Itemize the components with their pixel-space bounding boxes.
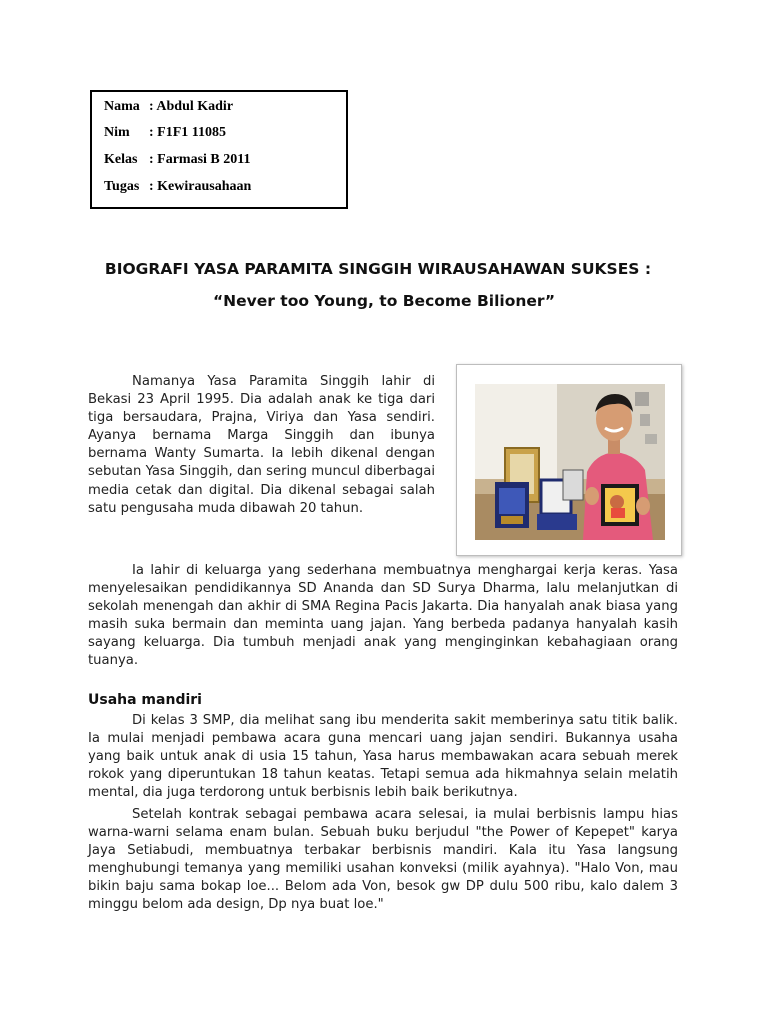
identity-key: Tugas (104, 179, 140, 194)
identity-value: : Farmasi B 2011 (149, 152, 251, 167)
portrait-photo-frame (456, 364, 682, 556)
identity-row-nama (104, 99, 233, 115)
document-title: BIOGRAFI YASA PARAMITA SINGGIH WIRAUSAHAWAN SUKSES : (104, 260, 652, 278)
section-heading: Usaha mandiri (88, 692, 202, 708)
identity-key: Nama (104, 99, 140, 114)
identity-value: : Kewirausahaan (149, 179, 252, 194)
section-paragraph-2: Setelah kontrak sebagai pembawa acara selesai, ia mulai berbisnis lampu hias warna-warni selama enam bulan. Sebuah buku berjudul "the Power of Kepepet" karya Jaya Setiabudi, membuatnya terbakar berbisnis mandiri. Kala itu Yasa langsung menghubungi temanya yang memiliki usahan konveksi (milik ayahnya). "Halo Von, mau bikin baju sama bokap loe... Belom ada Von, besok gw DP dulu 500 ribu, kalo dalem 3 minggu belom ada design, Dp nya buat loe." (88, 807, 678, 913)
identity-value: : F1F1 11085 (149, 125, 226, 140)
document-subtitle: “Never too Young, to Become Bilioner” (212, 292, 556, 310)
identity-row-nim (104, 125, 226, 141)
identity-box (90, 90, 348, 209)
paragraph-2: Ia lahir di keluarga yang sederhana membuatnya menghargai kerja keras. Yasa menyelesaikan pendidikannya SD Ananda dan SD Surya Dharma, lalu melanjutkan di sekolah menengah dan akhir di SMA Regina Pacis Jakarta. Dia hanyalah anak biasa yang masih suka bermain dan meminta uang jajan. Yang berbeda padanya hanyalah kasih sayang keluarga. Dia tumbuh menjadi anak yang menginginkan kebahagiaan orang tuanya. (88, 563, 678, 669)
identity-row-tugas (104, 179, 251, 195)
identity-row-kelas (104, 152, 251, 168)
identity-value: : Abdul Kadir (149, 99, 234, 114)
portrait-photo-illustration (475, 384, 665, 540)
section-paragraph-1: Di kelas 3 SMP, dia melihat sang ibu menderita sakit memberinya satu titik balik. Ia mulai menjadi pembawa acara guna mencari uang jajan sendiri. Bukannya usaha yang baik untuk anak di usia 15 tahun, Yasa harus membawakan acara sebuah merek rokok yang diperuntukan 18 tahun keatas. Tetapi semua ada hikmahnya selain melatih mental, dia juga terdorong untuk berbisnis lebih baik berikutnya. (88, 713, 678, 801)
identity-key: Kelas (104, 152, 138, 167)
identity-key: Nim (104, 125, 130, 140)
portrait-photo (475, 384, 665, 540)
paragraph-1: Namanya Yasa Paramita Singgih lahir di Bekasi 23 April 1995. Dia adalah anak ke tiga dari tiga bersaudara, Prajna, Viriya dan Yasa sendiri. Ayanya bernama Marga Singgih dan ibunya bernama Wanty Sumarta. Ia lebih dikenal dengan sebutan Yasa Singgih, dan sering muncul diberbagai media cetak dan digital. Dia dikenal sebagai salah satu pengusaha muda dibawah 20 tahun. (88, 374, 435, 516)
